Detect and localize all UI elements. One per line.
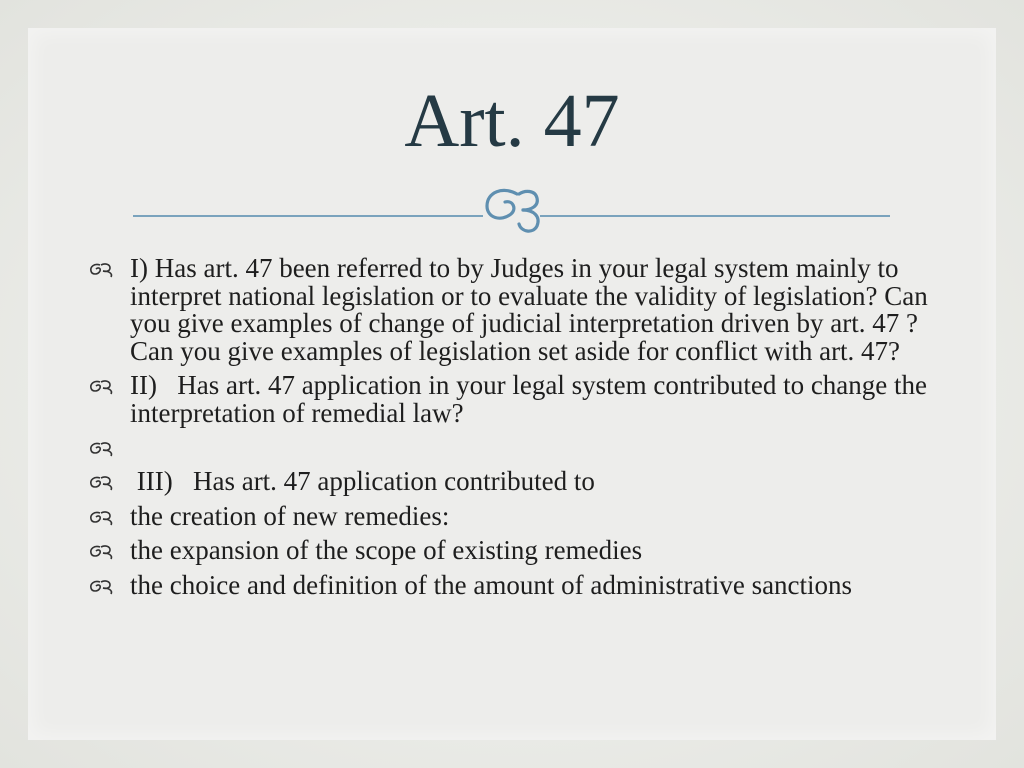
- ornament-bullet-icon: [88, 543, 118, 561]
- list-item: [88, 255, 948, 365]
- list-item: [88, 537, 948, 565]
- ornament-bullet-icon: [88, 440, 118, 458]
- ornament-bullet-icon: [88, 378, 118, 396]
- ornament-bullet-icon: [88, 261, 118, 279]
- title-divider: [133, 180, 890, 230]
- list-item: [88, 372, 948, 427]
- divider-line-right: [540, 215, 890, 217]
- bullet-text: the expansion of the scope of existing remedies: [130, 535, 643, 565]
- list-item: [88, 434, 948, 461]
- bullet-text: III) Has art. 47 application contributed to: [130, 466, 595, 496]
- ornament-bullet-icon: [88, 509, 118, 527]
- ornament-swirl-icon: [473, 180, 553, 236]
- list-item: [88, 468, 948, 496]
- bullet-text: the creation of new remedies:: [130, 500, 450, 531]
- list-item: [88, 569, 948, 600]
- ornament-bullet-icon: [88, 474, 118, 492]
- bullet-text: II) Has art. 47 application in your legal system contributed to change the interpretation of remedial law?: [130, 370, 934, 428]
- bullet-text: the choice and definition of the amount of administrative sanctions: [130, 569, 853, 600]
- ornament-bullet-icon: [88, 578, 118, 596]
- divider-line-left: [133, 215, 483, 217]
- list-item: [88, 500, 948, 531]
- bullet-text: I) Has art. 47 been referred to by Judges in your legal system mainly to interpret national legislation or to evaluate the validity of legislation? Can you give examples of change of judicial interpretation driven by art. 47 ? Can you give examples of legislation set aside for conflict with art. 47?: [130, 253, 935, 366]
- bullet-list: [88, 255, 948, 606]
- slide-title: Art. 47: [404, 79, 620, 163]
